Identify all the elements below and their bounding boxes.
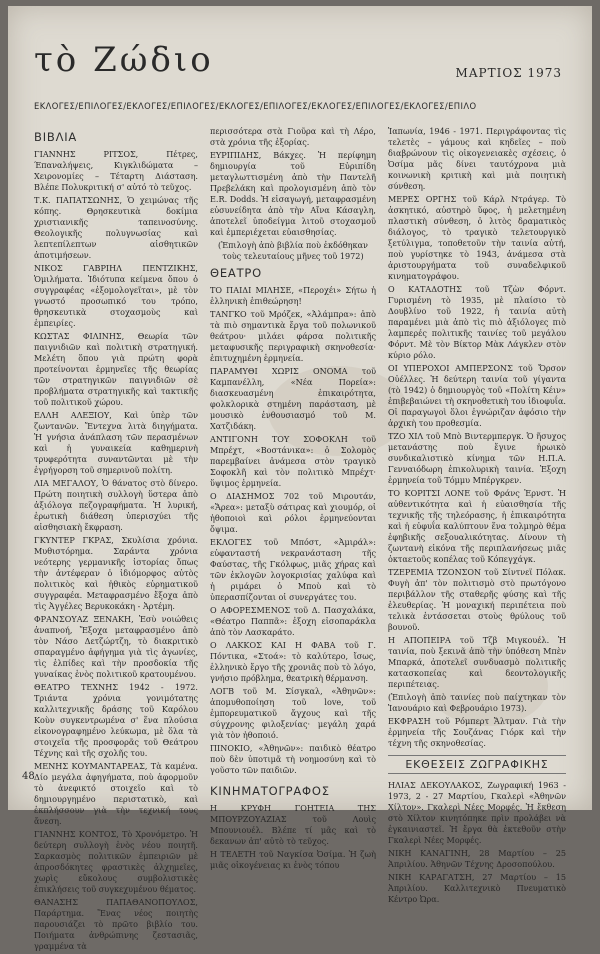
book-entry: ΦΡΑΝΣΟΥΑΖ ΞΕΝΑΚΗ, Ἐσὺ νοιώθεις ἀναπνοή, Ἔξοχα μεταφρασμένο ἀπὸ τὸν Νάσο Δετζώρτζη, τὸ διακριτικὸ σπαραγμένο ἀφήγημα γιὰ τὶς ἀγωνίες, τὶς ἐλπίδες καὶ τὴν προσδοκία τῆς γυναίκας ἑνὸς πολιτικοῦ κρατουμένου. — [34, 614, 198, 679]
column-cinema-exhibitions — [388, 126, 566, 907]
masthead-title: τὸ Ζώδιο — [34, 40, 214, 80]
exhibition-entry: ΝΙΚΗ ΚΑΡΑΓΑΤΣΗ, 27 Μαρτίου – 15 Ἀπριλίου. Καλλιτεχνικὸ Πνευματικὸ Κέντρο Ὠρα. — [388, 872, 566, 904]
theatre-entry: Ο ΛΑΚΚΟΣ ΚΑΙ Η ΦΑΒΑ τοῦ Γ. Πόντικα, «Στοά»: τὸ καλύτερο, ἴσως, ἑλληνικὸ ἔργο τῆς χρονιᾶς ποὺ τὸ λόγο, γνήσιο πρόβλημα, θεατρικὴ θέρμανση. — [210, 640, 376, 683]
column-books — [34, 126, 198, 954]
cinema-entry: Η ΑΠΟΠΕΙΡΑ τοῦ Τζβ Μιγκουέλ. Ἡ ταινία, ποὺ ξεκινᾶ ἀπὸ τὴν ὑπόθεση Μπὲν Μπαρκά, ἀποτελεῖ συνδυασμὸ πολιτικῆς κατασκοπείας καὶ δεοντολογικῆς περιπέτειας. — [388, 635, 566, 689]
cinema-entry: Ο ΚΑΤΑΔΟΤΗΣ τοῦ Τζὼν Φόρντ. Γυρισμένη τὸ 1935, μὲ πλαίσιο τὸ Δουβλίνο τοῦ 1922, ἡ ταινία αὐτὴ παραμένει μιὰ ἀπὸ τὶς πιὸ ἀξιόλογες πιὸ λαμπερές πολιτικῆς ταινίες τοῦ μεγάλου Φόρντ. Μὲ τὸν Βίκτορ Μὰκ Λάγκλεν στὸν κύριο ρόλο. — [388, 284, 566, 360]
book-entry: ΜΕΝΗΣ ΚΟΥΜΑΝΤΑΡΕΑΣ, Τὰ καμένα. Δίο μεγάλα ἀφηγήματα, ποὺ ἀφορμοῦν τὸ ἀνεφικτό στοιχεῖο καὶ τὸ δημιουργημένο περιστατικὸ, καὶ ἐκπλήσσουν γιὰ τὴν τεχνική τους ἄνεση. — [34, 761, 198, 826]
book-entry: ΓΙΑΝΝΗΣ ΚΟΝΤΟΣ, Τὸ Χρονόμετρο. Ἡ δεύτερη συλλογὴ ἑνὸς νέου ποιητῆ. Σαρκασμὸς πολιτικῶν ἐμπειριῶν μὲ ἀπροσδόκητες φραστικὲς ἀλχημεῖες, χωρὶς εὔκολους συμβολιστικὲς ἐπικλήσεις τοῦ συγκεχυμένου θέματος. — [34, 829, 198, 894]
theatre-entry: ΑΝΤΙΓΟΝΗ ΤΟΥ ΣΟΦΟΚΛΗ τοῦ Μπρέχτ, «Βοστάνικα»: ὁ Σολομὸς παρεμβαίνει ἀνάμεσα στὸν τραγικὸ Σοφοκλῆ καὶ τὸν πολιτικὸ Μπρέχτ· ὕψιμος ἑρμηνεία. — [210, 434, 376, 488]
cinema-entry: ΜΕΡΕΣ ΟΡΓΗΣ τοῦ Κάρλ Ντράγερ. Τὸ ἀσκητικό, αὐστηρὸ ὕφος, ἡ μελετημένη πλαστικὴ σύνθεση, ὁ λιτὸς δραματικὸς διάλογος, τὸ τραγικὸ τελετουργικὸ ξετύλιγμα, τοποθετοῦν τὴν ταινία αὐτή, ποὺ γυρίστηκε τὸ 1943, ἀνάμεσα στὰ ἀριστουργήματα τοῦ συναδελφικοῦ κινηματογράφου. — [388, 194, 566, 281]
book-entry: Τ.Κ. ΠΑΠΑΤΣΩΝΗΣ, Ὁ χειμώνας τῆς κόπης. Θρησκευτικὰ δοκίμια χριστιανικῆς ταπεινοσύνης. Θεολογικῆς πολυγνωσίας καὶ λεπτεπίλεπτων αἰσθητικῶν ἀποτιμήσεων. — [34, 195, 198, 260]
theatre-entry: ΛΟΓΒ τοῦ Μ. Σίσγκαλ, «Ἀθηνῶν»: ἀπομυθοποίηση τοῦ love, τοῦ ἐμπορευματικοῦ ἄγχους καὶ τῆς σύγχρονης φιλοξενίας· μεγάλη χαρά γιὰ τὸν ἠθοποιό. — [210, 686, 376, 740]
selection-note: (Ἐπιλογὴ ἀπὸ ταινίες ποὺ παίχτηκαν τὸν Ἰανουάριο καὶ Φεβρουάριο 1973). — [388, 692, 566, 713]
books-heading: ΒΙΒΛΙΑ — [34, 130, 78, 144]
theatre-entry: ΤΑΝΓΚΟ τοῦ Μρόζεκ, «Ἀλάμπρα»: ἀπὸ τὰ πιὸ σημαντικὰ ἔργα τοῦ πολωνικοῦ θεάτρου· μιλάει φάρσα πολιτικῆς μεταφυσικῆς περιγραφικὴ σκηνοθεσία· ἐπιτυχημένη ἑρμηνεία. — [210, 309, 376, 363]
theatre-entry: Ο ΑΦΟΡΕΣΜΕΝΟΣ τοῦ Δ. Πασχαλάκα, «Θέατρο Παππᾶ»: ἐξοχη εἰσοπαράκλα ἀπὸ τὸν Λασκαράτο. — [210, 605, 376, 637]
cinema-entry: ΤΖΕΡΕΜΙΑ ΤΖΟΝΣΟΝ τοῦ Σίντνεϊ Πόλακ. Φυγὴ ἀπ' τὸν πολιτισμὸ στὸ πρωτόγονο περιβάλλον τῆς σταθερῆς φύσης καὶ τῆς ἐλευθερίας. Ἡ μοναχική περιπέτεια ποὺ τελικὰ ἐντάσσεται στοὺς θρύλους τοῦ βουνοῦ. — [388, 567, 566, 632]
book-entry: ΛΙΑ ΜΕΓΑΛΟΥ, Ὁ θάνατος στὸ δίνερο. Πρώτη ποιητικὴ συλλογὴ ὕστερα ἀπὸ ἀξιόλογα πεζογραφήματα. Ἡ λυρική, ἐρωτικὴ διάθεση ὑπερισχύει τῆς αἰσθησιακὴ ἔκφραση. — [34, 478, 198, 532]
theatre-entry: ΠΑΡΑΜΥΘΙ ΧΩΡΙΣ ΟΝΟΜΑ τοῦ Καμπανέλλη, «Νέα Πορεία»: διασκευασμένη ἐπικαιρότητα, φολκλορικὰ στημένη παράσταση, μὲ μουσικὸ ἐνθουσιασμό τοῦ Μ. Χατζιδάκη. — [210, 366, 376, 431]
theatre-entry: ΤΟ ΠΑΙΔΙ ΜΙΛΗΣΕ, «Περοχέι» Σήτω ἡ ἑλληνικὴ ἐπιθεώρηση! — [210, 285, 376, 306]
book-entry: περισσότερα στὰ Γιοῦρα καὶ τὴ Λέρο, στὰ χρόνια τῆς ἐξορίας. — [210, 126, 376, 147]
book-entry: ΓΙΑΝΝΗΣ ΡΙΤΣΟΣ, Πέτρες, Έπαναλήψεις, Κιγκλιδώματα – Χειρονομίες – Τέταρτη Διάσταση. Βλέπε Πολυκριτική σ' αὐτό τὸ τεῦχος. — [34, 149, 198, 192]
book-entry: ΝΙΚΟΣ ΓΑΒΡΙΗΛ ΠΕΝΤΖΙΚΗΣ, Ὁμιλήματα. Ἰδιότυπα κείμενα ὅπου ὁ συγγραφέας «ἐξομολογεῖται», μὲ τὸν γνωστό προσωπικό του τρόπο, θρησκευτικὰ στοχασμοὺς καὶ ἐμπειρίες. — [34, 263, 198, 328]
cinema-entry: ΟΙ ΥΠΕΡΟΧΟΙ ΑΜΠΕΡΣΟΝΣ τοῦ Ὄρσον Οὐέλλες. Ἡ δεύτερη ταινία τοῦ γίγαντα (τὸ 1942) ὁ δημιουργὸς τοῦ «Πολίτη Κέιν» ἐπιβεβαιώνει τὴ σκηνοθετικὴ του ἰδιοφυΐα. Οἱ παραγωγοὶ ὅλοι ἐγνώριζαν ἀφόσιο τὴν ἀρχικὴ του προθεσμία. — [388, 363, 566, 428]
cinema-entry: Η ΤΕΛΕΤΗ τοῦ Ναγκίσα Ὀσίμα. Ἡ ζωὴ μιᾶς οἰκογένειας κι ἑνὸς τόπου — [210, 849, 376, 870]
page-number: 48 — [22, 771, 35, 782]
issue-date: ΜΑΡΤΙΟΣ 1973 — [455, 66, 562, 80]
cinema-entry: ΤΟ ΚΟΡΙΤΣΙ ΛΟΝΕ τοῦ Φράνς Ἐρνστ. Ἡ αὐθεντικότητα καὶ ἡ εὐαισθησία τῆς τεχνικῆς τῆς τηλεόρασης, ἡ ἐπικαιρότητα καὶ ἡ εὐφυΐα καλύπτουν ἕνα τολμηρὸ θέμα ἐφηβικῆς σεξουαλικότητας. Δίνουν τὴ ζωντανὴ εἰκόνα τῆς περιπλανήσεως μιᾶς ὀκταετοῦς κοπέλας τοῦ Κόπεγχάγκ. — [388, 488, 566, 564]
book-entry: ΘΑΝΑΣΗΣ ΠΑΠΑΘΑΝΟΠΟΥΛΟΣ, Παράρτημα. Ἕνας νέος ποιητὴς παρουσιάζει τὸ πρῶτο βιβλίο του. Ποιήματα ἀνθρώπινης ζεστασιᾶς, γραμμένα τὰ — [34, 897, 198, 951]
theatre-entry: ΕΚΛΟΓΕΣ τοῦ Μπόστ, «Ἀμιράλ»: εὐφανταστή νεκρανάσταση τῆς Φαύστας, τῆς Γκόλφως, μιᾶς χήρας καὶ τῶν ἐκλογῶν λογοκρισίας χαλύφα καὶ ἡ ριμάρει ὁ Μποὺ καὶ τὸ ὑπερασπίζονται οἱ συνεργάτες του. — [210, 537, 376, 602]
theatre-heading: ΘΕΑΤΡΟ — [210, 266, 262, 280]
book-entry: ΕΛΛΗ ΑΛΕΞΙΟΥ, Καὶ ὑπὲρ τῶν ζωντανῶν. Ἔντεχνα λιτὰ διηγήματα. Ἡ γνήσια ἀνάπλαση τῶν περασμένων καὶ ἡ γυναικεία καθημερινὴ τρυφερότητα συναντῶνται μὲ τὴν ἐγρήγορση τοῦ σημερινοῦ πολίτη. — [34, 410, 198, 475]
cinema-entry: Η ΚΡΥΦΗ ΓΟΗΤΕΙΑ ΤΗΣ ΜΠΟΥΡΖΟΥΑΖΙΑΣ τοῦ Λουὶς Μπουνιουέλ. Βλέπε τί μᾶς καὶ τὸ δεκανων ἀπ' αὐτὸ τὸ τεῦχος. — [210, 803, 376, 846]
sections-bar: ΕΚΛΟΓΕΣ/ΕΠΙΛΟΓΕΣ/ΕΚΛΟΓΕΣ/ΕΠΙΛΟΓΕΣ/ΕΚΛΟΓΕΣ/ΕΠΙΛΟΓΕΣ/ΕΚΛΟΓΕΣ/ΕΠΙΛΟΓΕΣ/ΕΚΛΟΓΕΣ/ΕΠΙΛΟ — [34, 101, 477, 111]
exhibitions-heading: ΕΚΘΕΣΕΙΣ ΖΩΓΡΑΦΙΚΗΣ — [388, 755, 566, 774]
magazine-page — [8, 6, 592, 951]
book-entry: ΘΕΑΤΡΟ ΤΕΧΝΗΣ 1942 - 1972. Τριάντα χρόνια γονιμότατης καλλιτεχνικῆς δράσης τοῦ Καρόλου Κοὺν συγκεντρωμένα σ' ἕνα πλούσια εἰκονογραφημένο λεύκωμα, μὲ ὅλα τὰ στοιχεῖα τῆς προσφορᾶς τοῦ Θεάτρου Τέχνης καὶ τῆς σχολῆς του. — [34, 682, 198, 758]
cinema-heading: ΚΙΝΗΜΑΤΟΓΡΑΦΟΣ — [210, 784, 330, 798]
theatre-entry: Ο ΔΙΑΣΗΜΟΣ 702 τοῦ Μιρουτάν, «Ἄρεα»: μεταξὺ σάτιρας καὶ χιουμόρ, οἱ ἠθοποιοὶ καὶ ρόλοι ἑρμηνεύονται ὄψιμα. — [210, 491, 376, 534]
cinema-entry: Ἰαπωνία, 1946 - 1971. Περιγράφοντας τὶς τελετὲς – γάμους καὶ κηδεῖες – ποὺ διαβρώνουν τὶς οἰκογενειακὲς σχέσεις, ὁ Ὀσίμα μᾶς δίνει ταυτόχρονα μιὰ κοινωνικὴ κριτικὴ καὶ μιὰ ποιητικὴ σύνθεση. — [388, 126, 566, 191]
column-theatre-cinema — [210, 126, 376, 873]
cinema-entry: ΤΖΟ ΧΙΛ τοῦ Μπὸ Βιντερμπεργκ. Ὁ ἥσυχος μετανάστης ποὺ ἔγινε ἡρωικὸ συνδικαλιστικὸ κίνημα τῶν Η.Π.Α. Γενναιόδωρη ἐπικολυρικὴ ταινία. Ἐξοχη ἑρμηνεία τοῦ Τόμμυ Μπέργκρεν. — [388, 431, 566, 485]
cinema-entry: ΕΚΦΡΑΣΗ τοῦ Ρόμπερτ Ἄλτμαν. Γιὰ τὴν ἑρμηνεία τῆς Σουζάνας Γιόρκ καὶ τὴν τέχνη τῆς σκηνοθεσίας. — [388, 716, 566, 748]
theatre-entry: ΠΙΝΟΚΙΟ, «Ἀθηνῶν»: παιδικὸ θέατρο ποὺ δὲν ὑποτιμᾶ τὴ νοημοσύνη καὶ τὸ γοῦστο τῶν παιδιῶν. — [210, 743, 376, 775]
exhibition-entry: ΗΛΙΑΣ ΔΕΚΟΥΛΑΚΟΣ, Ζωγραφική 1963 - 1973, 2 - 27 Μαρτίου, Γκαλερὶ «Ἀθηνῶν Χίλτον». Γκαλερὶ Νέες Μορφές. Ἡ ἔκθεση στὸ Χίλτον κινητόπηκε πρὶν προλάβει νὰ ἐγκαινιαστεῖ. Ἡ ἔργα θὰ ἐκτεθοῦν στὴν Γκαλερὶ Νέες Μορφές. — [388, 780, 566, 845]
book-entry: ΚΩΣΤΑΣ ΦΙΛΙΝΗΣ, Θεωρία τῶν παιγνιδιῶν καὶ πολιτικὴ στρατηγική. Μελέτη ὅπου γιὰ πρώτη φορὰ προτείνονται ἑρμηνεῖες τῆς θεωρίας τῶν στρατηγικῶν παιγνιδιῶν σὲ προβλήματα στρατηγικῆς καὶ τακτικῆς τοῦ πολιτικοῦ χώρου. — [34, 331, 198, 407]
book-entry: ΕΥΡΙΠΙΔΗΣ, Βάκχες. Ἡ περίφημη δημιουργία τοῦ Εὐριπίδη μεταγλωττισμένη ἀπὸ τὴν Παντελῆ Πρεβελάκη καὶ προλογισμένη ἀπὸ τὸν E.R. Dodds. Ἡ εἰσαγωγή, μεταφρασμένη εὐσυνείδητα ἀπὸ τὴν Αἴνα Κάσαγλη, ἀποτελεῖ ὑποδείγμα λιτοῦ στοχασμοῦ καὶ ἐμπεριέχεται εὐαισθησίας. — [210, 150, 377, 237]
selection-note: (Ἐπιλογὴ ἀπὸ βιβλία ποὺ ἐκδόθηκαν τοὺς τελευταίους μῆνες τοῦ 1972) — [218, 240, 368, 261]
book-entry: ΓΚΥΝΤΕΡ ΓΚΡΑΣ, Σκυλίσια χρόνια. Μυθιστόρημα. Σαράντα χρόνια νεότερης γερμανικῆς ἱστορίας ὅπως τὴν ἀντέφεραν ὁ ἰδιόμορφος αὐτὸς πολιτικὸς καὶ ἠθικὸς εὐρηματικοῦ συγγραφέα. Μεταφρασμένο ἔξοχα ἀπὸ τὶς Ἀγγέλες Βερυκοκάκη - Ἀρτέμη. — [34, 535, 198, 611]
exhibition-entry: ΝΙΚΗ ΚΑΝΑΓΙΝΗ, 28 Μαρτίου – 25 Ἀπριλίου. Ἀθηνῶν Τέχνης Δροσοπούλου. — [388, 848, 566, 869]
